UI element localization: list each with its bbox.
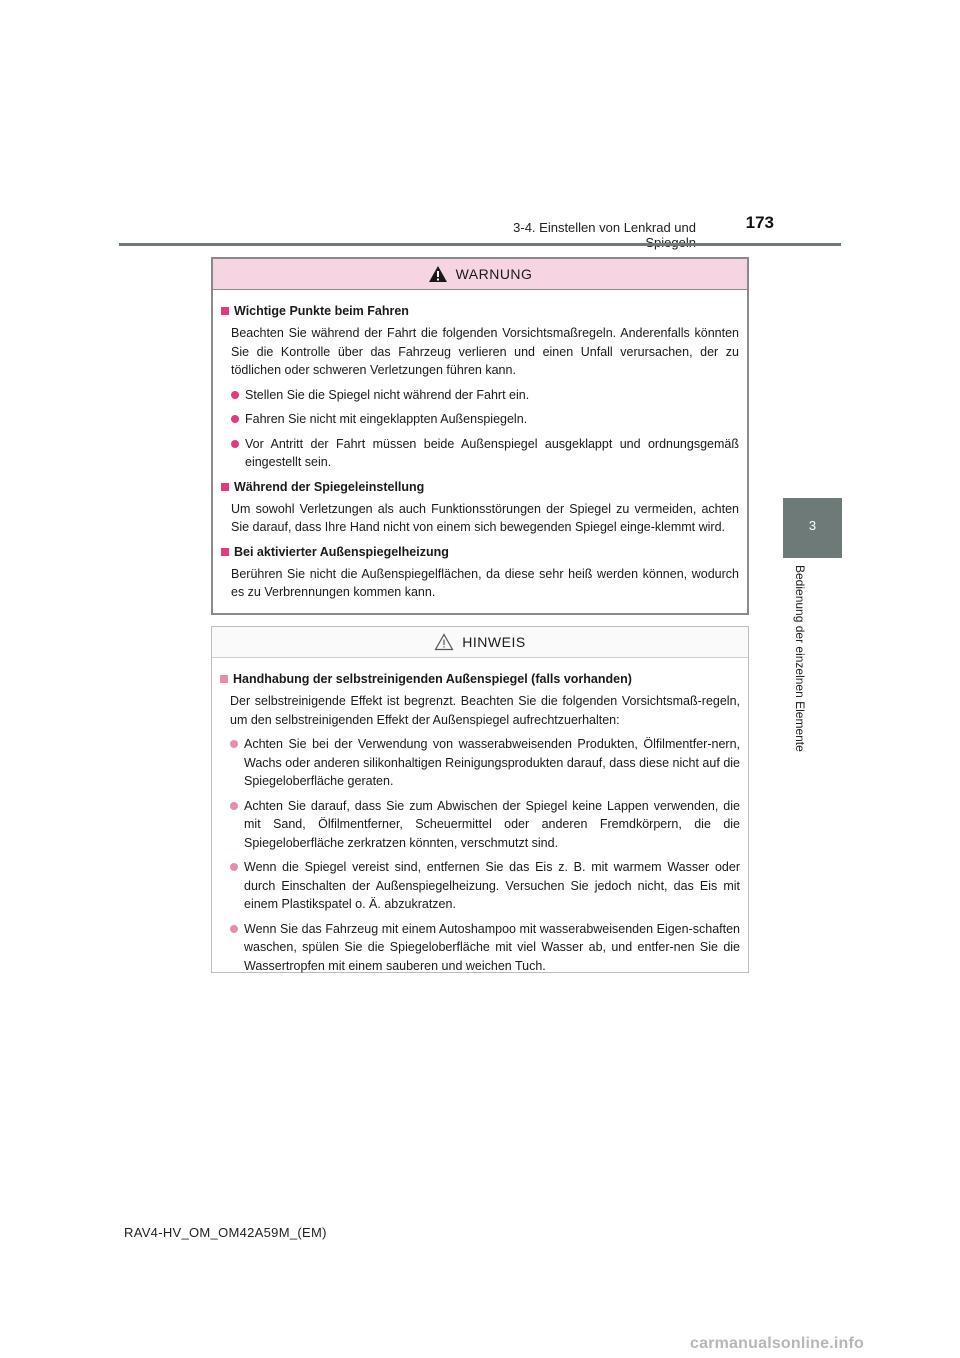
warning-section-heading: Bei aktivierter Außenspiegelheizung — [221, 543, 739, 562]
circle-bullet-icon — [230, 925, 238, 933]
list-item: Stellen Sie die Spiegel nicht während der Fahrt ein. — [231, 386, 739, 405]
square-bullet-icon — [220, 675, 228, 683]
square-bullet-icon — [221, 483, 229, 491]
list-item: Achten Sie bei der Verwendung von wasserabweisenden Produkten, Ölfilmentfer-nern, Wachs oder anderen silikonhaltigen Reinigungsprodukten darauf, dass diese nicht auf die Spiegeloberfläche geraten. — [230, 735, 740, 791]
notice-box — [211, 626, 749, 973]
warning-box — [211, 257, 749, 615]
circle-bullet-icon — [230, 863, 238, 871]
warning-triangle-icon — [428, 265, 448, 283]
warning-section-heading: Wichtige Punkte beim Fahren — [221, 302, 739, 321]
circle-bullet-icon — [230, 740, 238, 748]
circle-bullet-icon — [230, 802, 238, 810]
chapter-number: 3 — [808, 518, 817, 533]
page-number: 173 — [745, 213, 774, 232]
chapter-label: Bedienung der einzelnen Elemente — [793, 565, 807, 752]
circle-bullet-icon — [231, 440, 239, 448]
notice-section-heading: Handhabung der selbstreinigenden Außenspiegel (falls vorhanden) — [220, 670, 740, 689]
watermark[interactable]: carmanualsonline.info — [690, 1335, 865, 1352]
document-code: RAV4-HV_OM_OM42A59M_(EM) — [124, 1225, 327, 1240]
square-bullet-icon — [221, 307, 229, 315]
list-item: Wenn Sie das Fahrzeug mit einem Autoshampoo mit wasserabweisenden Eigen-schaften waschen, spülen Sie die Spiegeloberfläche mit viel Wasser ab, und entfer-nen Sie die Wassertropfen mit einem sauberen und weichen Tuch. — [230, 920, 740, 976]
warning-section-text: Um sowohl Verletzungen als auch Funktionsstörungen der Spiegel zu vermeiden, achten Sie darauf, dass Ihre Hand nicht von einem sich bewegenden Spiegel einge-klemmt wird. — [231, 501, 739, 534]
notice-section-text: Der selbstreinigende Effekt ist begrenzt. Beachten Sie die folgenden Vorsichtsmaß-regeln, um den selbstreinigenden Effekt der Außenspiegel aufrechtzuerhalten: — [230, 694, 740, 727]
chapter-tab[interactable] — [783, 498, 842, 558]
list-item: Wenn die Spiegel vereist sind, entfernen Sie das Eis z. B. mit warmem Wasser oder durch Einschalten der Außenspiegelheizung. Versuchen Sie jedoch nicht, das Eis mit einem Plastikspatel o. Ä. abzukratzen. — [230, 858, 740, 914]
warning-section-heading: Während der Spiegeleinstellung — [221, 478, 739, 497]
warning-section-text: Berühren Sie nicht die Außenspiegelflächen, da diese sehr heiß werden können, wodurch es zu Verbrennungen kommen kann. — [231, 566, 739, 599]
notice-header — [212, 627, 748, 658]
warning-section-text: Beachten Sie während der Fahrt die folgenden Vorsichtsmaßregeln. Anderenfalls könnten Sie die Kontrolle über das Fahrzeug verlieren und einen Unfall verursachen, der zu tödlichen oder schweren Verletzungen führen kann. — [231, 326, 739, 377]
section-title: 3-4. Einstellen von Lenkrad und — [513, 220, 696, 235]
list-item: Vor Antritt der Fahrt müssen beide Außenspiegel ausgeklappt und ordnungsgemäß eingestellt sein. — [231, 435, 739, 472]
header-divider — [119, 243, 841, 246]
circle-bullet-icon — [231, 391, 239, 399]
square-bullet-icon — [221, 548, 229, 556]
list-item: Fahren Sie nicht mit eingeklappten Außenspiegeln. — [231, 410, 739, 429]
notice-title: HINWEIS — [462, 634, 526, 650]
caution-triangle-icon — [434, 633, 454, 651]
warning-title: WARNUNG — [455, 266, 533, 282]
list-item: Achten Sie darauf, dass Sie zum Abwischen der Spiegel keine Lappen verwenden, die mit Sand, Ölfilmentferner, Scheuermittel oder anderen Fremdkörpern, die die Spiegeloberfläche zerkratzen könnten, verschmutzt sind. — [230, 797, 740, 853]
circle-bullet-icon — [231, 415, 239, 423]
warning-header — [213, 259, 747, 290]
